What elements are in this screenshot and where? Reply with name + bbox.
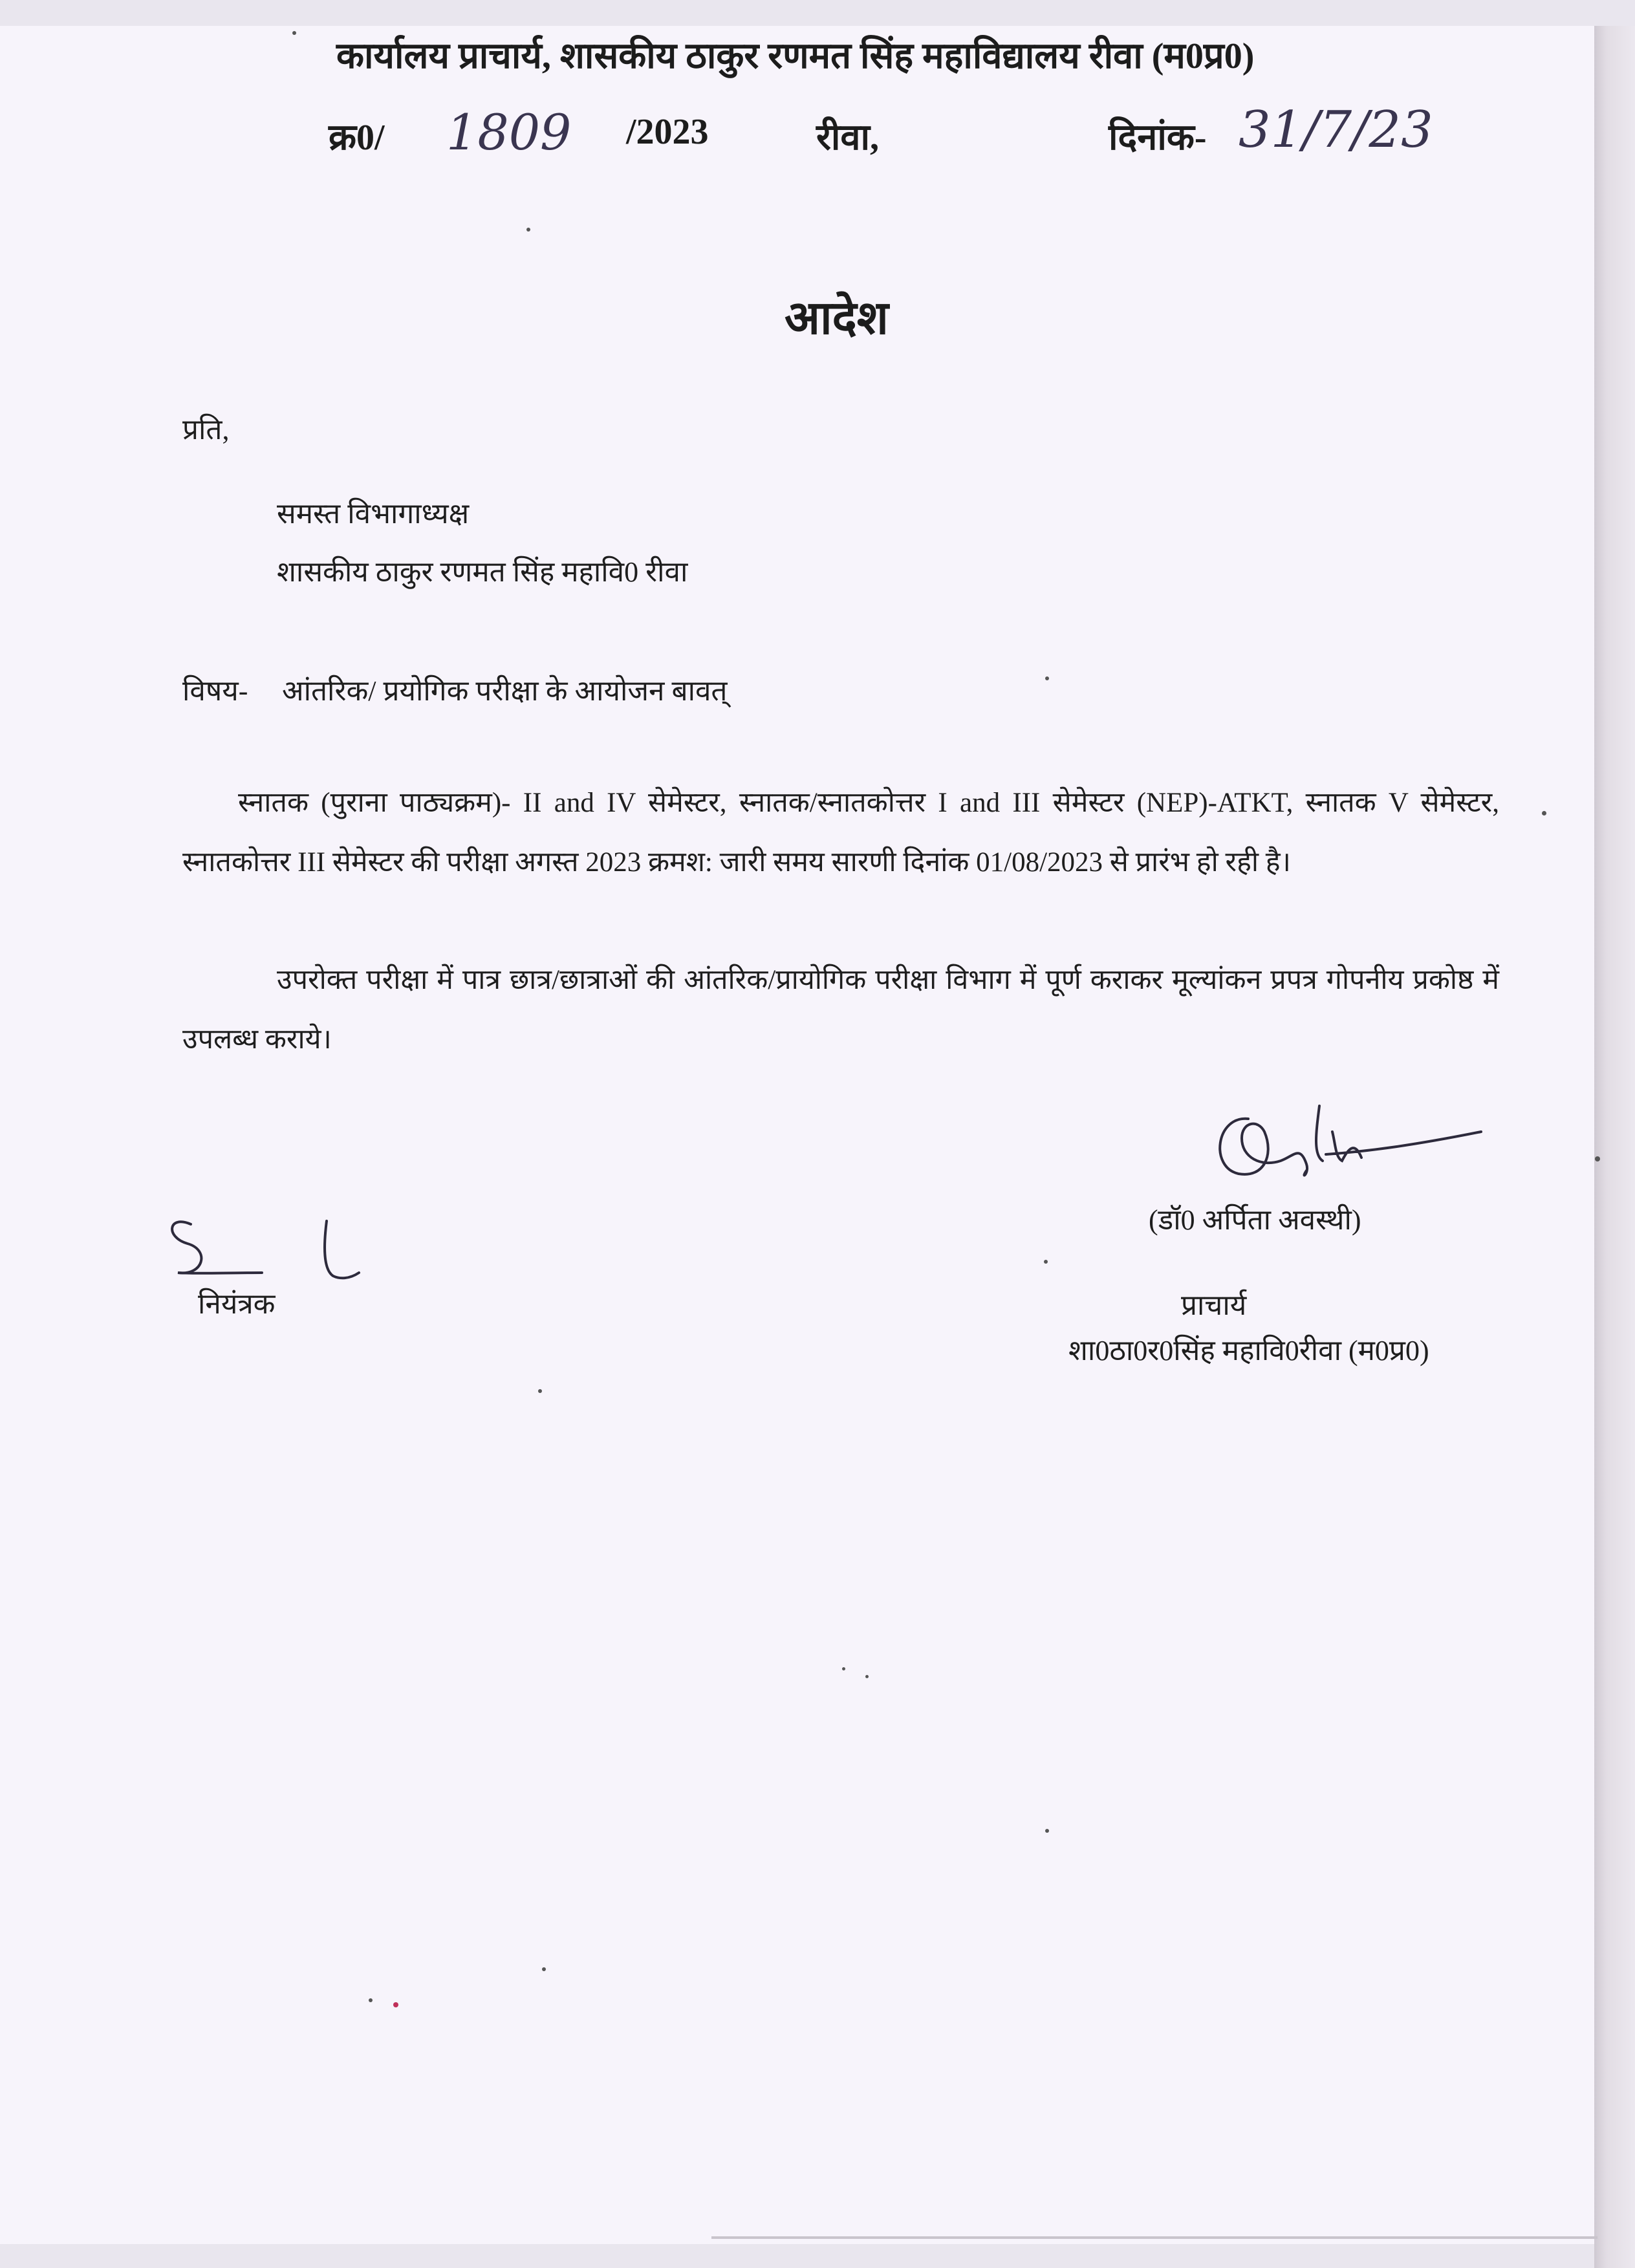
reference-place: रीवा, — [816, 118, 880, 158]
page-edge-shadow — [1594, 26, 1635, 2268]
subject-label: विषय- — [182, 675, 248, 707]
reference-number-handwritten: 1809 — [446, 103, 572, 161]
paper-speck — [842, 1667, 845, 1670]
paper-speck — [369, 1998, 373, 2002]
paper-speck — [1045, 1829, 1049, 1833]
body-paragraph-2: उपरोक्त परीक्षा में पात्र छात्र/छात्राओं की आंतरिक/प्रायोगिक परीक्षा विभाग में पूर्ण कराकर मूल्यांकन प्रपत्र गोपनीय प्रकोष्ठ में उपलब्ध कराये। — [182, 965, 1499, 1055]
addressee-line1: समस्त विभागाध्यक्ष — [277, 498, 470, 530]
reference-prefix: क्र0/ — [329, 118, 385, 158]
paper-speck — [292, 31, 296, 35]
paper-speck — [1595, 1156, 1600, 1161]
paper-speck — [1542, 811, 1546, 815]
subject-text: आंतरिक/ प्रयोगिक परीक्षा के आयोजन बावत् — [282, 675, 728, 707]
date-handwritten: 31/7/23 — [1239, 101, 1433, 159]
paper-speck — [393, 2002, 398, 2007]
order-title: आदेश — [785, 292, 889, 344]
paper-speck — [1045, 676, 1049, 680]
controller-designation: नियंत्रक — [198, 1288, 276, 1320]
date-label: दिनांक- — [1109, 118, 1207, 158]
reference-year: /2023 — [626, 112, 709, 152]
paper-speck — [526, 228, 530, 232]
salutation: प्रति, — [182, 414, 230, 446]
paper-speck — [1044, 1260, 1048, 1264]
principal-institution: शा0ठा0र0सिंह महावि0रीवा (म0प्र0) — [1068, 1335, 1429, 1366]
principal-signature — [1203, 1093, 1488, 1203]
letterhead-title: कार्यालय प्राचार्य, शासकीय ठाकुर रणमत सिंह महाविद्यालय रीवा (म0प्र0) — [336, 36, 1255, 76]
paper-speck — [538, 1389, 542, 1393]
principal-name: (डॉ0 अर्पिता अवस्थी) — [1149, 1204, 1361, 1236]
paper-speck — [865, 1675, 869, 1678]
paper-speck — [542, 1967, 546, 1971]
page-bottom-edge — [711, 2236, 1597, 2239]
addressee-line2: शासकीय ठाकुर रणमत सिंह महावि0 रीवा — [277, 556, 688, 588]
principal-designation: प्राचार्य — [1181, 1290, 1247, 1321]
body-paragraph-1: स्नातक (पुराना पाठ्यक्रम)- II and IV सेमेस्टर, स्नातक/स्नातकोत्तर I and III सेमेस्टर (NEP)-ATKT, स्नातक V सेमेस्टर, स्नातकोत्तर III सेमेस्टर की परीक्षा अगस्त 2023 क्रमश: जारी समय सारणी दिनांक 01/08/2023 से प्रारंभ हो रही है। — [182, 788, 1499, 878]
